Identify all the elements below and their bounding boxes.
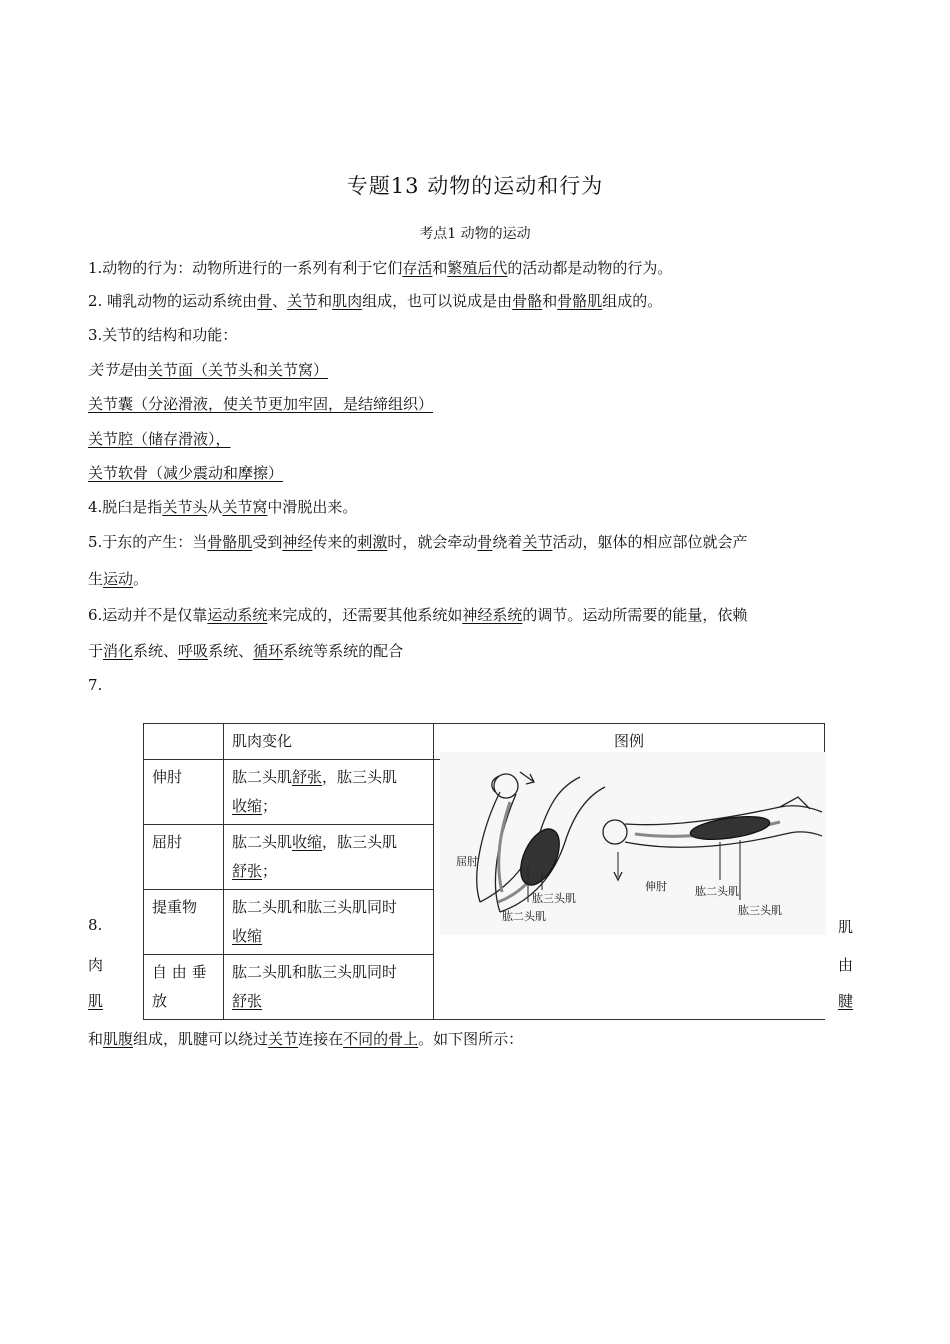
joint-structure-line-3: 关节腔（储存滑液），: [88, 430, 231, 448]
wrap-char: 肌: [838, 918, 854, 936]
item-8-label: 8.: [88, 916, 103, 934]
item-7-label: 7.: [88, 676, 103, 694]
joint-structure-line-2: 关节囊（分泌滑液，使关节更加牢固，是结缔组织）: [88, 395, 434, 413]
arm-muscle-figure: [440, 752, 826, 935]
table-cell-change: 肱二头肌舒张，肱三头肌 收缩；: [224, 760, 434, 825]
paragraph-1: 1.动物的行为：动物所进行的一系列有利于它们存活和繁殖后代的活动都是动物的行为。: [88, 259, 673, 277]
table-cell-action: 自 由 垂 放: [144, 955, 224, 1020]
table-header-cell: 图例: [434, 724, 825, 760]
joint-structure-line-4: 关节软骨（减少震动和摩擦）: [88, 464, 284, 482]
joint-structure-line-1: 关节是由关节面（关节头和关节窝）: [88, 361, 329, 379]
label-biceps-1: 肱二头肌: [502, 910, 546, 923]
table-header-cell: [144, 724, 224, 760]
label-biceps-2: 肱二头肌: [695, 885, 739, 898]
table-cell-change: 肱二头肌和肱三头肌同时 舒张: [224, 955, 434, 1020]
paragraph-5: 5.于东的产生：当骨骼肌受到神经传来的刺激时，就会牵动骨绕着关节活动，躯体的相应部位就会产: [88, 533, 748, 551]
label-extend-elbow: 伸肘: [645, 880, 667, 893]
section-heading: 考点1 动物的运动: [419, 226, 531, 242]
wrap-char: 由: [838, 956, 854, 974]
table-cell-action: 伸肘: [144, 760, 224, 825]
paragraph-6-cont: 于消化系统、呼吸系统、循环系统等系统的配合: [88, 642, 404, 660]
label-triceps-2: 肱三头肌: [738, 904, 782, 917]
paragraph-5-cont: 生运动。: [88, 570, 149, 588]
paragraph-8-cont: 和肌腹组成，肌腱可以绕过关节连接在不同的骨上。如下图所示：: [88, 1030, 524, 1048]
page-title: 专题13 动物的运动和行为: [346, 174, 604, 198]
table-header-cell: 肌肉变化: [224, 724, 434, 760]
table-cell-change: 肱二头肌收缩，肱三头肌 舒张；: [224, 825, 434, 890]
label-flex-elbow: 屈肘: [456, 855, 478, 868]
paragraph-2: 2. 哺乳动物的运动系统由骨、关节和肌肉组成，也可以说成是由骨骼和骨骼肌组成的。: [88, 292, 663, 310]
wrap-char: 肉: [88, 956, 104, 974]
table-cell-change: 肱二头肌和肱三头肌同时 收缩: [224, 890, 434, 955]
paragraph-4: 4.脱臼是指关节头从关节窝中滑脱出来。: [88, 498, 358, 516]
paragraph-3: 3.关节的结构和功能：: [88, 326, 238, 344]
table-cell-action: 提重物: [144, 890, 224, 955]
table-cell-action: 屈肘: [144, 825, 224, 890]
label-triceps-1: 肱三头肌: [532, 892, 576, 905]
paragraph-6: 6.运动并不是仅靠运动系统来完成的，还需要其他系统如神经系统的调节。运动所需要的能量，依赖: [88, 606, 748, 624]
wrap-char: 腱: [838, 992, 854, 1010]
wrap-char: 肌: [88, 992, 104, 1010]
